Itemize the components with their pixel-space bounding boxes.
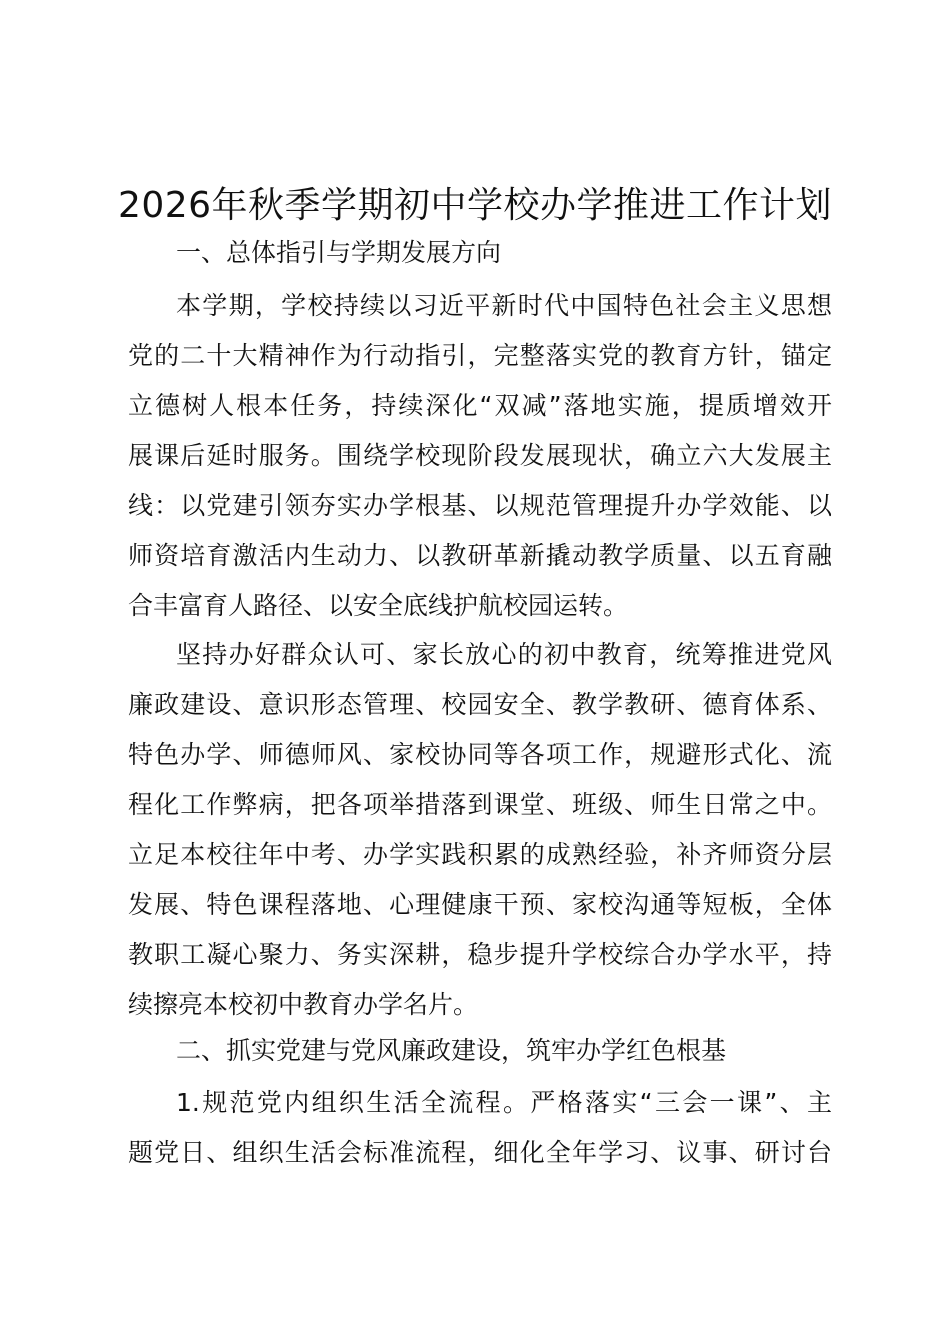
paragraph-line: 1.规范党内组织生活全流程。严格落实“三会一课”、主 bbox=[176, 1088, 832, 1117]
paragraph-line: 发展、特色课程落地、心理健康干预、家校沟通等短板，全体 bbox=[128, 890, 832, 919]
paragraph-3 bbox=[128, 1078, 832, 1178]
paragraph-line: 坚持办好群众认可、家长放心的初中教育，统筹推进党风 bbox=[176, 640, 832, 669]
document-title: 2026年秋季学期初中学校办学推进工作计划 bbox=[117, 185, 833, 226]
section-heading-2: 二、抓实党建与党风廉政建设，筑牢办学红色根基 bbox=[176, 1036, 727, 1065]
paragraph-line: 程化工作弊病，把各项举措落到课堂、班级、师生日常之中。 bbox=[128, 790, 832, 819]
paragraph-line: 展课后延时服务。围绕学校现阶段发展现状，确立六大发展主 bbox=[128, 441, 832, 470]
paragraph-line: 立德树人根本任务，持续深化“双减”落地实施，提质增效开 bbox=[128, 391, 832, 420]
paragraph-line: 党的二十大精神作为行动指引，完整落实党的教育方针，锚定 bbox=[128, 341, 832, 370]
paragraph-line: 立足本校往年中考、办学实践积累的成熟经验，补齐师资分层 bbox=[128, 840, 832, 869]
paragraph-line: 特色办学、师德师风、家校协同等各项工作，规避形式化、流 bbox=[128, 740, 832, 769]
paragraph-line: 本学期，学校持续以习近平新时代中国特色社会主义思想 bbox=[176, 291, 832, 320]
paragraph-1 bbox=[128, 281, 832, 631]
paragraph-line: 师资培育激活内生动力、以教研革新撬动教学质量、以五育融 bbox=[128, 541, 832, 570]
paragraph-line: 教职工凝心聚力、务实深耕，稳步提升学校综合办学水平，持 bbox=[128, 940, 832, 969]
paragraph-line: 线：以党建引领夯实办学根基、以规范管理提升办学效能、以 bbox=[128, 491, 832, 520]
section-heading-1: 一、总体指引与学期发展方向 bbox=[176, 238, 502, 267]
paragraph-line: 廉政建设、意识形态管理、校园安全、教学教研、德育体系、 bbox=[128, 690, 832, 719]
paragraph-line: 题党日、组织生活会标准流程，细化全年学习、议事、研讨台 bbox=[128, 1138, 832, 1167]
paragraph-2 bbox=[128, 630, 832, 1030]
paragraph-line: 合丰富育人路径、以安全底线护航校园运转。 bbox=[128, 591, 629, 620]
paragraph-line: 续擦亮本校初中教育办学名片。 bbox=[128, 990, 479, 1019]
